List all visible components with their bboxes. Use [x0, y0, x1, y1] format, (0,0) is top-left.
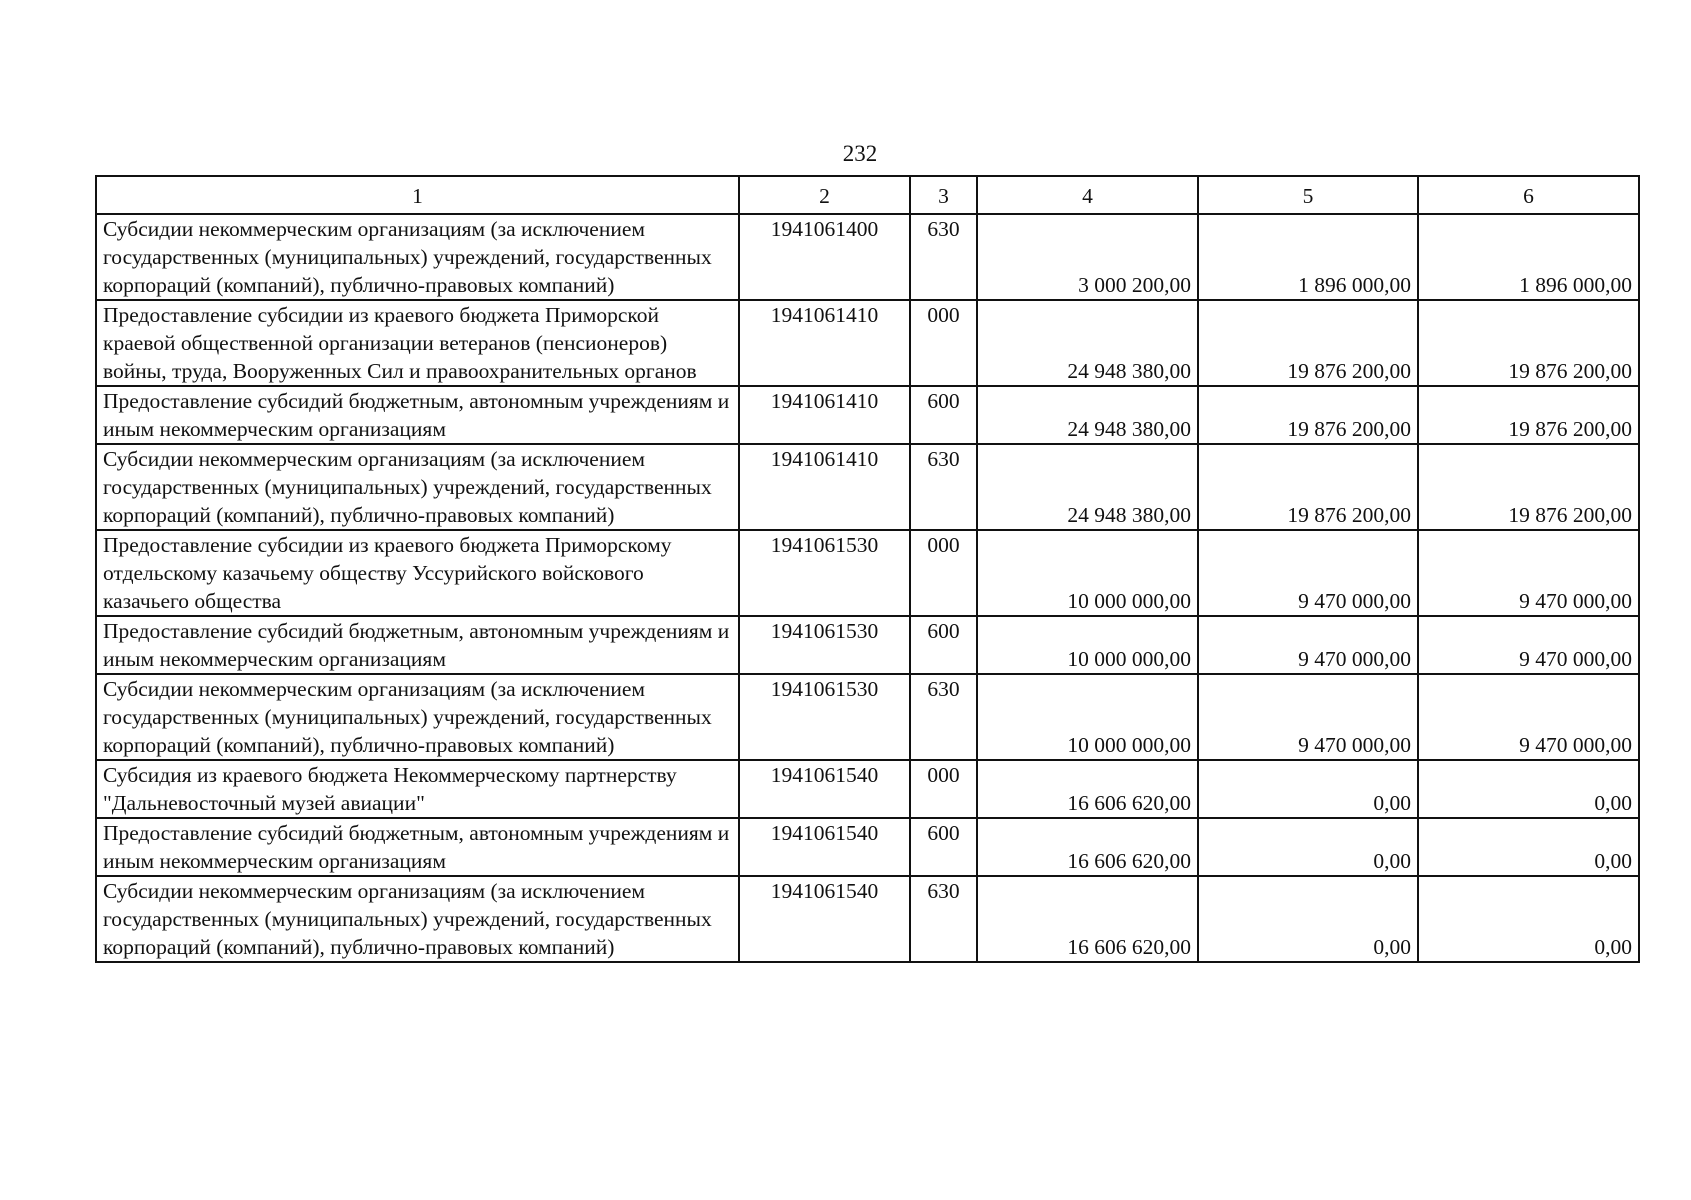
- row-amount-col-6-value: 9 470 000,00: [1519, 647, 1632, 671]
- row-expense-type: 600: [910, 616, 977, 674]
- row-amount-col-6-value: 9 470 000,00: [1519, 733, 1632, 757]
- row-amount-col-4-value: 3 000 200,00: [1078, 273, 1191, 297]
- table-header-row: [96, 176, 1639, 214]
- budget-table: [95, 175, 1640, 963]
- row-amount-col-4: [977, 386, 1198, 444]
- row-amount-col-4-value: 16 606 620,00: [1067, 849, 1191, 873]
- row-amount-col-6: [1418, 300, 1639, 386]
- row-amount-col-4-value: 24 948 380,00: [1067, 359, 1191, 383]
- row-amount-col-4-value: 16 606 620,00: [1067, 935, 1191, 959]
- row-amount-col-5: [1198, 818, 1418, 876]
- row-target-code: 1941061530: [739, 616, 910, 674]
- row-amount-col-4-value: 24 948 380,00: [1067, 417, 1191, 441]
- row-expense-type: 630: [910, 674, 977, 760]
- row-amount-col-5-value: 19 876 200,00: [1287, 503, 1411, 527]
- row-amount-col-4-value: 16 606 620,00: [1067, 791, 1191, 815]
- row-expense-type: 000: [910, 530, 977, 616]
- row-description: Субсидии некоммерческим организациям (за исключением государственных (муниципальных) учреждений, государственных корпораций (компаний), публично-правовых компаний): [96, 444, 739, 530]
- row-expense-type: 630: [910, 876, 977, 962]
- row-target-code: 1941061540: [739, 818, 910, 876]
- row-target-code: 1941061400: [739, 214, 910, 300]
- row-amount-col-5: [1198, 760, 1418, 818]
- table-row: [96, 214, 1639, 300]
- header-col-6: 6: [1418, 176, 1639, 214]
- row-description: Субсидии некоммерческим организациям (за исключением государственных (муниципальных) учреждений, государственных корпораций (компаний), публично-правовых компаний): [96, 876, 739, 962]
- row-amount-col-5: [1198, 616, 1418, 674]
- row-amount-col-5-value: 9 470 000,00: [1298, 589, 1411, 613]
- row-amount-col-4: [977, 760, 1198, 818]
- row-amount-col-6-value: 0,00: [1594, 849, 1632, 873]
- row-amount-col-5-value: 19 876 200,00: [1287, 417, 1411, 441]
- header-col-2: 2: [739, 176, 910, 214]
- row-amount-col-5: [1198, 674, 1418, 760]
- row-amount-col-5-value: 9 470 000,00: [1298, 733, 1411, 757]
- row-amount-col-5-value: 0,00: [1373, 791, 1411, 815]
- row-target-code: 1941061540: [739, 876, 910, 962]
- row-expense-type: 000: [910, 760, 977, 818]
- table-body: [96, 176, 1639, 962]
- table-row: [96, 530, 1639, 616]
- table-row: [96, 386, 1639, 444]
- row-expense-type: 630: [910, 444, 977, 530]
- row-amount-col-6-value: 19 876 200,00: [1508, 503, 1632, 527]
- row-amount-col-4: [977, 530, 1198, 616]
- row-description: Субсидии некоммерческим организациям (за исключением государственных (муниципальных) учреждений, государственных корпораций (компаний), публично-правовых компаний): [96, 214, 739, 300]
- header-col-4: 4: [977, 176, 1198, 214]
- row-target-code: 1941061410: [739, 300, 910, 386]
- row-description: Субсидии некоммерческим организациям (за исключением государственных (муниципальных) учреждений, государственных корпораций (компаний), публично-правовых компаний): [96, 674, 739, 760]
- table-row: [96, 876, 1639, 962]
- row-amount-col-6: [1418, 530, 1639, 616]
- row-amount-col-4-value: 24 948 380,00: [1067, 503, 1191, 527]
- row-amount-col-6: [1418, 444, 1639, 530]
- row-amount-col-6: [1418, 214, 1639, 300]
- row-amount-col-5: [1198, 386, 1418, 444]
- table-row: [96, 444, 1639, 530]
- row-amount-col-4: [977, 214, 1198, 300]
- row-target-code: 1941061530: [739, 530, 910, 616]
- row-expense-type: 000: [910, 300, 977, 386]
- row-amount-col-4-value: 10 000 000,00: [1067, 647, 1191, 671]
- row-description: Предоставление субсидий бюджетным, автономным учреждениям и иным некоммерческим организациям: [96, 386, 739, 444]
- row-amount-col-6: [1418, 818, 1639, 876]
- row-amount-col-5: [1198, 876, 1418, 962]
- row-amount-col-5-value: 19 876 200,00: [1287, 359, 1411, 383]
- row-amount-col-5-value: 9 470 000,00: [1298, 647, 1411, 671]
- row-amount-col-6: [1418, 386, 1639, 444]
- row-amount-col-6: [1418, 616, 1639, 674]
- row-amount-col-6-value: 0,00: [1594, 791, 1632, 815]
- row-amount-col-6-value: 1 896 000,00: [1519, 273, 1632, 297]
- row-target-code: 1941061410: [739, 444, 910, 530]
- row-expense-type: 600: [910, 386, 977, 444]
- row-amount-col-6: [1418, 876, 1639, 962]
- page-number: 232: [842, 141, 878, 166]
- row-amount-col-5: [1198, 214, 1418, 300]
- row-amount-col-5-value: 0,00: [1373, 935, 1411, 959]
- row-amount-col-5: [1198, 300, 1418, 386]
- row-amount-col-6-value: 19 876 200,00: [1508, 359, 1632, 383]
- row-amount-col-6: [1418, 674, 1639, 760]
- row-amount-col-4: [977, 444, 1198, 530]
- table-row: [96, 616, 1639, 674]
- row-target-code: 1941061410: [739, 386, 910, 444]
- row-amount-col-6-value: 0,00: [1594, 935, 1632, 959]
- row-amount-col-5-value: 1 896 000,00: [1298, 273, 1411, 297]
- header-col-1: 1: [96, 176, 739, 214]
- row-amount-col-6-value: 19 876 200,00: [1508, 417, 1632, 441]
- row-amount-col-4: [977, 876, 1198, 962]
- row-expense-type: 630: [910, 214, 977, 300]
- row-amount-col-6: [1418, 760, 1639, 818]
- row-description: Предоставление субсидии из краевого бюджета Приморскому отдельскому казачьему обществу Уссурийского войскового казачьего общества: [96, 530, 739, 616]
- row-expense-type: 600: [910, 818, 977, 876]
- row-amount-col-4-value: 10 000 000,00: [1067, 733, 1191, 757]
- table-row: [96, 818, 1639, 876]
- header-col-5: 5: [1198, 176, 1418, 214]
- row-description: Предоставление субсидий бюджетным, автономным учреждениям и иным некоммерческим организациям: [96, 616, 739, 674]
- table-row: [96, 300, 1639, 386]
- table-row: [96, 760, 1639, 818]
- row-amount-col-4: [977, 674, 1198, 760]
- row-description: Предоставление субсидий бюджетным, автономным учреждениям и иным некоммерческим организациям: [96, 818, 739, 876]
- header-col-3: 3: [910, 176, 977, 214]
- row-amount-col-6-value: 9 470 000,00: [1519, 589, 1632, 613]
- row-amount-col-5: [1198, 530, 1418, 616]
- row-amount-col-4: [977, 616, 1198, 674]
- table-row: [96, 674, 1639, 760]
- row-amount-col-4: [977, 818, 1198, 876]
- row-description: Субсидия из краевого бюджета Некоммерческому партнерству "Дальневосточный музей авиации": [96, 760, 739, 818]
- row-amount-col-5-value: 0,00: [1373, 849, 1411, 873]
- row-amount-col-5: [1198, 444, 1418, 530]
- row-target-code: 1941061530: [739, 674, 910, 760]
- row-target-code: 1941061540: [739, 760, 910, 818]
- row-description: Предоставление субсидии из краевого бюджета Приморской краевой общественной организации ветеранов (пенсионеров) войны, труда, Вооруженных Сил и правоохранительных органов: [96, 300, 739, 386]
- row-amount-col-4: [977, 300, 1198, 386]
- row-amount-col-4-value: 10 000 000,00: [1067, 589, 1191, 613]
